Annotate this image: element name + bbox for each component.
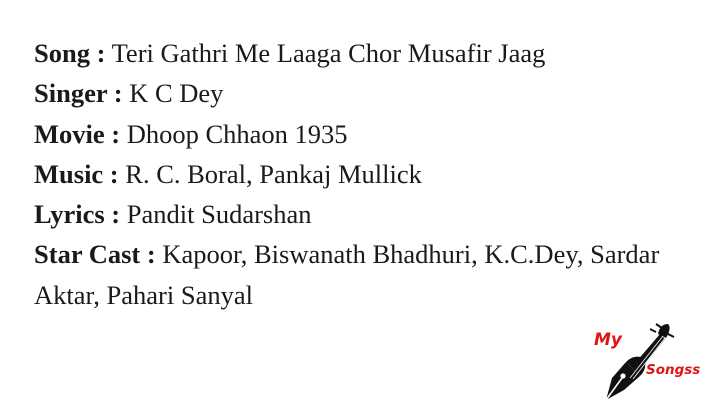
movie-label: Movie : (34, 118, 121, 149)
singer-label: Singer : (34, 78, 123, 109)
movie-line (34, 114, 704, 154)
movie-value: Dhoop Chhaon 1935 (126, 118, 348, 149)
lyrics-value: Pandit Sudarshan (126, 199, 312, 230)
music-line (34, 154, 704, 194)
song-value: Teri Gathri Me Laaga Chor Musafir Jaag (111, 38, 546, 68)
lyrics-label: Lyrics : (34, 199, 121, 230)
song-line (34, 33, 704, 73)
logo-text-songs: Songss (646, 362, 701, 378)
starcast-line (34, 234, 704, 315)
starcast-label: Star Cast : (34, 239, 156, 270)
starcast-value: Kapoor, Biswanath Bhadhuri, K.C.Dey, Sardar Aktar, Pahari Sanyal (34, 239, 660, 310)
singer-value: K C Dey (129, 78, 224, 109)
music-label: Music : (34, 158, 119, 189)
singer-line (34, 73, 704, 113)
song-label: Song : (34, 38, 106, 68)
music-value: R. C. Boral, Pankaj Mullick (125, 158, 422, 189)
lyrics-line (34, 194, 704, 234)
song-details (34, 33, 704, 315)
logo-text-my: My (594, 330, 622, 350)
mysongs-logo (586, 318, 720, 404)
